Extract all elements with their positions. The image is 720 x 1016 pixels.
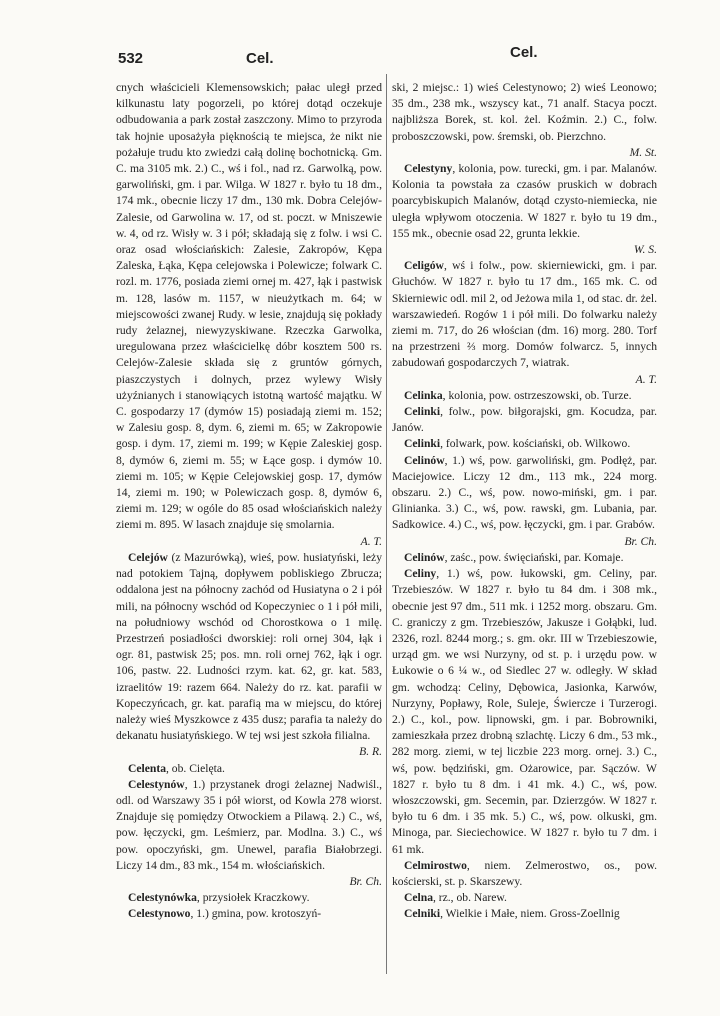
entry-text: , niem. Zelmerostwo, os., pow. kościerski, st. p. Skarszewy. xyxy=(392,858,657,888)
entry-signature: A. T. xyxy=(360,534,382,548)
entry-headword: Celmirostwo xyxy=(404,858,467,872)
column-divider xyxy=(386,74,387,974)
dictionary-entry xyxy=(392,890,657,906)
dictionary-entry xyxy=(116,890,382,906)
dictionary-entry xyxy=(392,258,657,388)
entry-headword: Celestynów xyxy=(128,777,185,791)
entry-headword: Celna xyxy=(404,891,433,905)
dictionary-entry xyxy=(392,550,657,566)
left-column xyxy=(116,80,382,923)
dictionary-entry xyxy=(392,80,657,161)
entry-text: , ob. Cielęta. xyxy=(166,761,225,775)
entry-text: , 1.) przystanek drogi żelaznej Nadwiśl., odl. od Warszawy 35 i pół wiorst, od Kowla 278 wiorst. Znajduje się pomiędzy Otwockiem a Pilawą. 2.) C., wś, pow. łęczycki, gm. Leśmierz, par. Modlna. 3.) C., wś pow. opoczyński, gm. Unewel, parafia Białobrzegi. Liczy 14 dm., 83 mk., 154 m. włościańskich. xyxy=(116,777,382,872)
entry-signature: B. R. xyxy=(359,745,382,759)
entry-headword: Celinka xyxy=(404,388,443,402)
entry-headword: Celiny xyxy=(404,567,437,581)
entry-signature: Br. Ch. xyxy=(624,534,657,548)
entry-headword: Celenta xyxy=(128,761,166,775)
dictionary-entry xyxy=(116,906,382,922)
entry-text: , 1.) wś, pow. łukowski, gm. Celiny, par. Trzebieszów. W 1827 r. było tu 84 dm. i 308 mk., obecnie jest 97 dm., 511 mk. i 1252 morg. obszaru. Gm. C. graniczy z gm. Trzebieszów, Jakusze i Gołąbki, lud. 2326, rozl. 8244 morg.; s. gm. okr. III w Trzebieszowie, urząd gm. we wsi Nurzyny, od st. p. i urzędu pow. w Łukowie o 6 ¼ w., od Siedlec 27 w. odległy. W skład gm. wchodzą: Celiny, Dębowica, Jasionka, Karwów, Nurzyny, Popławy, Role, Suleje, Świercze i Turzerogi. 2.) C., kol., pow. lipnowski, gm. i par. Bobrowniki, zamieszkała przez drobną szlachtę. Liczy 6 dm., 53 mk., 282 morg. ziemi, w tej liczbie 223 morg. ornej. 3.) C., wś, pow. będziński, gm. Ożarowice, par. Sączów. W 1827 r. było tu 8 dm. i 41 mk. 4.) C., wś, pow. włoszczowski, gm. Secemin, par. Dzierzgów. W 1827 r. było tu 6 dm. i 35 mk. 5.) C., wś, pow. olkuski, gm. Minoga, par. Sieciechowice. W 1827 r. było tu 7 dm. i 61 mk. xyxy=(392,567,657,856)
entry-headword: Celinki xyxy=(404,405,441,419)
entry-text: (z Mazurówką), wieś, pow. husiatyński, leży nad potokiem Tajną, dopływem pobliskiego Zbrucza; oddalona jest na północny zachód od Husiatyna o 2 i pół mili, na północny wschód od Kopeczyniec o 1 i pół mili, na południowy wschód od Chorostkowa o 1 milę. Przestrzeń posiadłości dworskiej: roli ornej 304, łąk i ogr. 81, pastwisk 25; pos. mn. roli ornej 762, łąk i ogr. 106, pastw. 22. Ludności rzym. kat. 62, gr. kat. 583, izraelitów 19: razem 664. Należy do rz. kat. parafii w Kopeczyńcach, gr. kat. parafią ma w miejscu, do której należy wieś Myszkowce z 435 dusz; parafia ta należy do dekanatu husiatyńskiego. W tej wsi jest szkoła filialna. xyxy=(116,550,382,743)
entry-text: cnych właścicieli Klemensowskich; pałac uległ przed kilkunastu laty pogorzeli, po której dotąd oczekuje odbudowania a park został zaszczony. Mimo to przyroda tak hojnie uposażyła pięknością te miejsca, że nikt nie pożałuje trudu kto zwiedzi całą dolinę bochotnicką. Gm. C. ma 3105 mk. 2.) C., wś i fol., nad rz. Garwolką, pow. garwoliński, gm. i par. Wilga. W 1827 r. było tu 18 dm., 174 mk., obecnie liczy 17 dm., 130 mk. Dobra Celejów-Zalesie, od Garwolina w. 17, od st. poczt. w Mniszewie w. 4, od rz. Wisły w. 3 i pół; składają się z folw. i wsi C. oraz osad włościańskich: Zalesie, Zakropów, Kępa Zaleska, Łąka, Kępa celejowska i Polewicze; folwark C. rozl. m. 1776, posiada ziemi ornej m. 427, łąk i pastwisk m. 128, lasów m. 1157, w nieużytkach m. 64; w miejscowości zwanej Rudy. w lesie, znajdują się pokłady rudy żelaznej, niewyzyskiwane. Rzeczka Garwolka, uregulowana przez właścicielkę dóbr kosztem 500 rs. Celejów-Zalesie składa się z gruntów górnych, piaszczystych i dolnych, przez wylewy Wisły użyźnianych i stanowiących istotną wartość majątku. W C. gospodarzy 17 (dymów 15) posiadają ziemi m. 152; w Zalesiu gosp. 8, dym. 6, ziemi m. 65; w Zakropowie gosp. i dym. 17, ziemi m. 199; w Kępie Zaleskiej gosp. 8, dymów 6, ziemi m. 55; w Łące gosp. i dymów 10. ziemi m. 105; w Kępie Celejowskiej gosp. 17, dymów 14, ziemi m. 190; w Polewiczach gosp. 8, dymów 6, ziemi m. 129; w ogóle do 85 osad włościańskich należy ziemi m. 895. W lasach znajduje się smolarnia. xyxy=(116,81,382,532)
entry-headword: Celestyny xyxy=(404,162,453,176)
entry-text: , rz., ob. Narew. xyxy=(432,891,507,905)
entry-signature: M. St. xyxy=(629,145,657,159)
entry-signature: W. S. xyxy=(633,243,657,257)
dictionary-entry xyxy=(116,80,382,550)
entry-headword: Celigów xyxy=(404,259,444,273)
dictionary-entry xyxy=(392,161,657,258)
entry-signature: Br. Ch. xyxy=(349,874,382,888)
dictionary-entry xyxy=(116,761,382,777)
entry-text: , kolonia, pow. turecki, gm. i par. Malanów. Kolonia ta powstała za czasów pruskich w dobrach poarcybiskupich Malanów, dotąd czysto-niemiecka, nie uległa wpływom otoczenia. W 1827 r. było tu 19 dm., 155 mk., obecnie osad 22, grunta lekkie. xyxy=(392,162,657,240)
entry-headword: Celinów xyxy=(404,453,445,467)
entry-headword: Celniki xyxy=(404,907,441,921)
entry-headword: Celinki xyxy=(404,437,441,451)
dictionary-entry xyxy=(392,436,657,452)
dictionary-entry xyxy=(116,550,382,761)
left-running-head: Cel. xyxy=(246,50,274,67)
page-number: 532 xyxy=(118,50,144,67)
right-running-head: Cel. xyxy=(510,44,538,61)
dictionary-entry xyxy=(392,858,657,890)
entry-headword: Celinów xyxy=(404,550,445,564)
entry-text: ski, 2 miejsc.: 1) wieś Celestynowo; 2) wieś Leonowo; 35 dm., 238 mk., wszyscy kat., 71 analf. Stacya poczt. najbliższa Borek, st. kol. żel. Koźmin. 2.) C., folw. proboszczowski, pow. śremski, ob. Pierzchno. xyxy=(392,81,657,143)
dictionary-entry xyxy=(392,453,657,550)
entry-headword: Celestynowo xyxy=(128,907,191,921)
entry-signature: A. T. xyxy=(635,372,657,386)
entry-text: , 1.) gmina, pow. krotoszyń- xyxy=(190,907,322,921)
entry-text: , 1.) wś, pow. garwoliński, gm. Podłęż, par. Maciejowice. Liczy 12 dm., 113 mk., 224 morg. obszaru. 2.) C., wś, pow. nowo-miński, gm. i par. Glinianka. 3.) C., wś, pow. rawski, gm. Lubania, par. Sadkowice. 4.) C., wś, pow. łęczycki, gm. i par. Grabów. xyxy=(392,453,657,532)
entry-headword: Celestynówka xyxy=(128,891,197,905)
dictionary-entry xyxy=(392,388,657,404)
dictionary-entry xyxy=(116,777,382,890)
entry-headword: Celejów xyxy=(128,550,168,564)
entry-text: , kolonia, pow. ostrzeszowski, ob. Turze. xyxy=(442,388,632,402)
entry-text: , przysiołek Kraczkowy. xyxy=(196,891,310,905)
dictionary-entry xyxy=(392,566,657,858)
entry-text: , folwark, pow. kościański, ob. Wilkowo. xyxy=(440,437,631,451)
dictionary-entry xyxy=(392,906,657,922)
entry-text: , Wielkie i Małe, niem. Gross-Zoellnig xyxy=(440,907,620,921)
entry-text: , folw., pow. biłgorajski, gm. Kocudza, par. Janów. xyxy=(392,405,657,435)
page-header xyxy=(118,44,660,68)
dictionary-entry xyxy=(392,404,657,436)
right-column xyxy=(392,80,657,923)
entry-text: , zaśc., pow. święciański, par. Komaje. xyxy=(444,550,624,564)
entry-text: , wś i folw., pow. skierniewicki, gm. i par. Głuchów. W 1827 r. było tu 17 dm., 165 mk. C. od Skierniewic odl. mil 2, od Jeżowa mila 1, od stac. dr. żel. warszawiedeń. Rogów 1 i pół mili. Do folwarku należy ziemi m. 717, do 26 włościan (dm. 16) morg. 280. Torf na przestrzeni ⅔ morg. Domów folwarcz. 5, innych zabudowań gospodarczych 7, wiatrak. xyxy=(392,259,657,370)
